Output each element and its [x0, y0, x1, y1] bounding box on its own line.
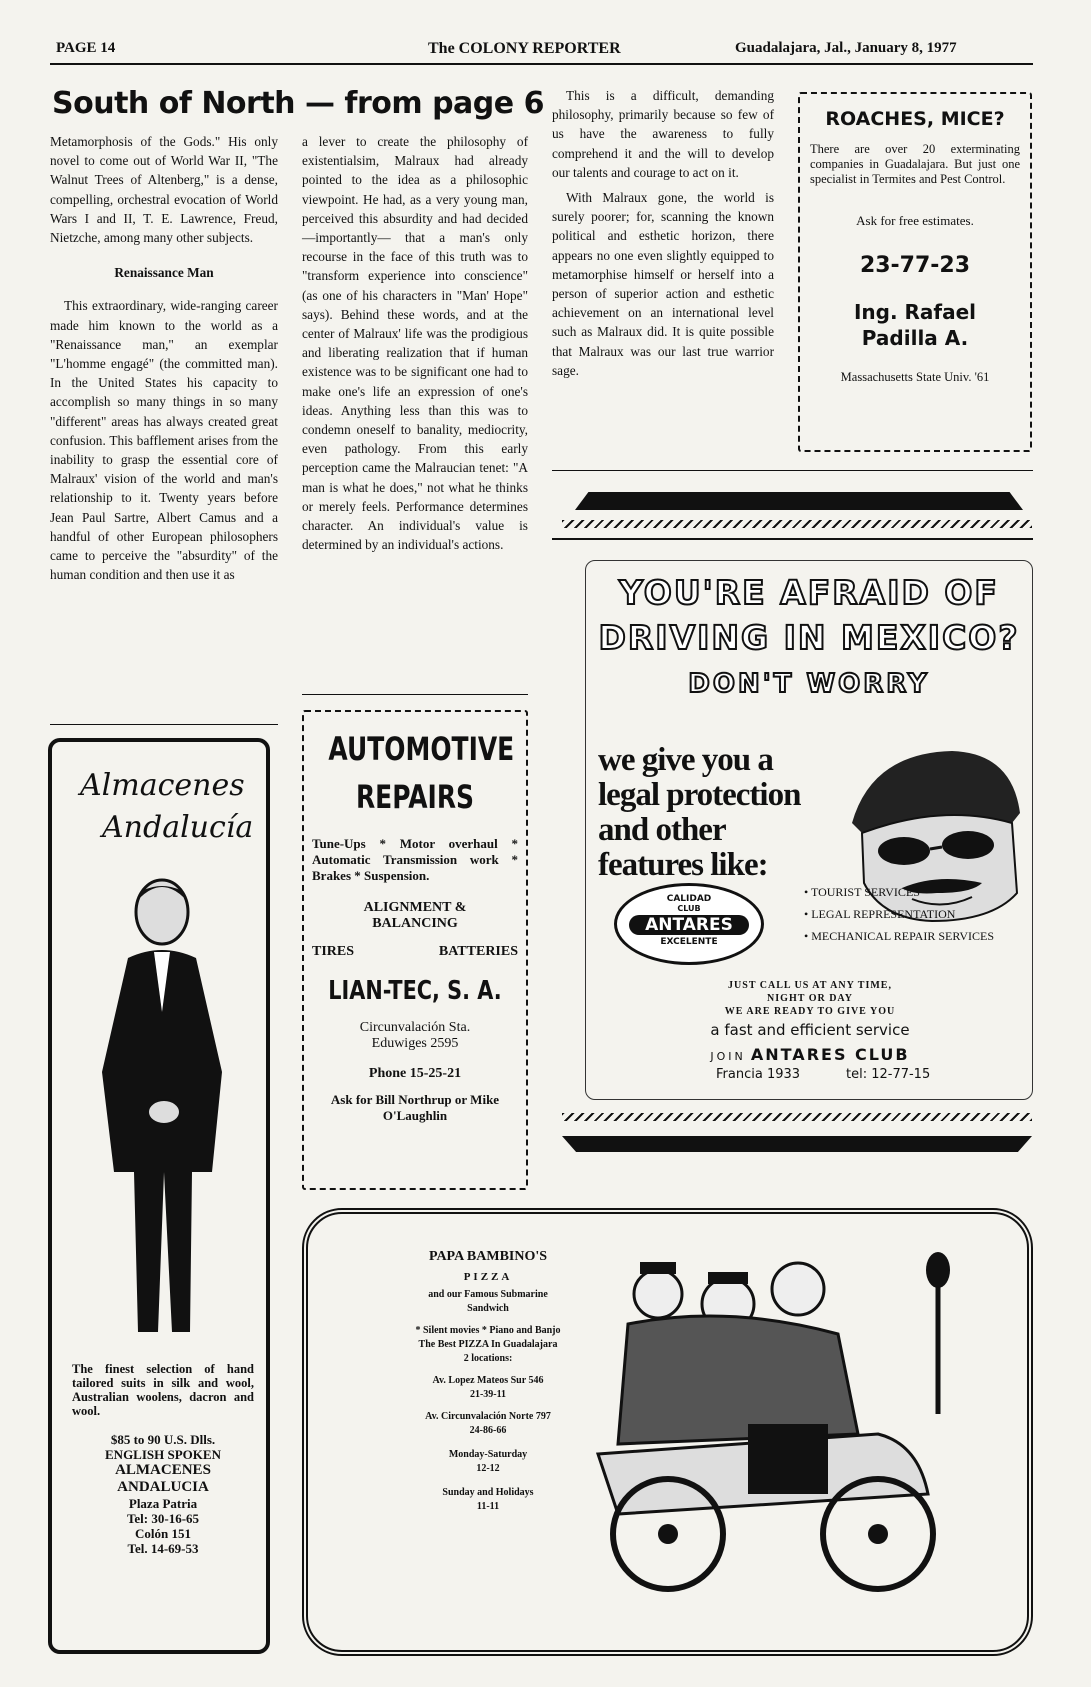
man-in-suit-illustration: [72, 872, 252, 1342]
auto-services: Tune-Ups * Motor overhaul * Automatic Transmission work * Brakes * Suspension.: [312, 836, 518, 883]
antares-join-club: ANTARES CLUB: [750, 1045, 910, 1064]
almacenes-name: ANDALUCIA: [117, 1479, 209, 1495]
papa-hours: 11-11: [476, 1501, 500, 1512]
antares-service: a fast and efficient service: [710, 1021, 910, 1039]
auto-address: Circunvalación Sta.: [359, 1020, 471, 1035]
papa-name: PAPA BAMBINO'S: [428, 1249, 548, 1264]
decorative-band: [562, 1136, 1032, 1152]
antares-feature: • TOURIST SERVICES: [804, 885, 920, 899]
decorative-zigzag: [562, 520, 1032, 528]
antares-features: [804, 881, 1032, 947]
ad-automotive: [302, 710, 528, 1190]
article-subhead: Renaissance Man: [114, 265, 214, 281]
papa-days: Monday-Saturday: [448, 1449, 528, 1460]
antares-call-line: JUST CALL US AT ANY TIME,: [728, 980, 892, 991]
article-paragraph: a lever to create the philosophy of existentialsim, Malraux had already pointed to the idea as a philosophic viewpoint. He had, as a very young man, perceived this absurdity and had decided —importantly— that a man's only recourse in the face of this truth was to "transform experience into conscience" (as one of his characters in "Man' Hope" says). Behind these words, and at the center of Malraux' life was the prodigious and liberating realization that if human existence was to be significant one had to make one's life an expression of one's ideas. Anything less than this was to condemn oneself to banality, mediocrity, even pathology. From this early perception came the Malraucian tenet: "A man is what he does," not what he thinks or merely feels. Performance determines character. An individual's value is determined by an individual's actions.: [302, 134, 528, 553]
almacenes-tel: Tel: 30-16-65: [126, 1511, 200, 1526]
antares-call-line: WE ARE READY TO GIVE YOU: [724, 1006, 896, 1017]
decorative-band: [575, 492, 1023, 510]
antares-call-text: [586, 979, 1034, 1018]
antares-feature: • LEGAL REPRESENTATION: [804, 907, 956, 921]
auto-address: Eduwiges 2595: [371, 1036, 459, 1051]
antares-feature: • MECHANICAL REPAIR SERVICES: [804, 929, 995, 943]
almacenes-location: Plaza Patria: [128, 1496, 198, 1511]
antares-headline-2: DRIVING IN MEXICO?: [598, 618, 1020, 657]
almacenes-logo: Almacenes: [80, 768, 245, 803]
auto-align: ALIGNMENT & BALANCING: [363, 900, 467, 931]
antares-headline-3: DON'T WORRY: [688, 669, 930, 699]
papa-locations: 2 locations:: [463, 1353, 513, 1364]
papa-features: * Silent movies * Piano and Banjo: [415, 1325, 561, 1336]
column-rule: [50, 724, 278, 725]
antares-logo-name: ANTARES: [629, 915, 749, 935]
almacenes-contact: [62, 1432, 264, 1556]
papa-location: Av. Lopez Mateos Sur 546: [432, 1375, 544, 1386]
dateline: Guadalajara, Jal., January 8, 1977: [735, 40, 957, 56]
papa-sub: and our Famous Submarine Sandwich: [428, 1289, 548, 1314]
antares-logo-top: CALIDAD: [666, 894, 712, 904]
article-column-1: [50, 132, 278, 584]
newspaper-name: The COLONY REPORTER: [428, 40, 621, 57]
auto-tires-batteries: [312, 944, 518, 960]
almacenes-price: $85 to 90 U.S. Dlls.: [110, 1432, 216, 1447]
papa-location: Av. Circunvalación Norte 797: [425, 1411, 551, 1422]
papa-hours: 12-12: [476, 1463, 500, 1474]
auto-title: REPAIRS: [355, 778, 475, 816]
almacenes-desc: The finest selection of hand tailored suits in silk and wool, Australian woolens, dacron and wool.: [72, 1362, 254, 1418]
papa-pizza: PIZZA: [463, 1271, 513, 1283]
ad-almacenes: [48, 738, 270, 1654]
divider: [552, 538, 1033, 540]
almacenes-logo: Andalucía: [102, 810, 254, 845]
antares-join: [586, 1045, 1034, 1064]
vintage-car-illustration: [578, 1234, 998, 1624]
header-rule: [50, 63, 1033, 65]
page-number: PAGE 14: [56, 40, 116, 56]
article-column-3: [552, 86, 774, 380]
article-headline: South of North — from page 6: [52, 86, 544, 121]
ad-papa-bambinos: [302, 1208, 1033, 1656]
papa-days: Sunday and Holidays: [442, 1487, 534, 1498]
auto-company: LIAN-TEC, S. A.: [328, 976, 502, 1006]
article-paragraph: Metamorphosis of the Gods." His only novel to come out of World War II, "The Walnut Trees of Altenberg," is a dense, compelling, orchestral evocation of World Wars I and II, T. E. Lawrence, Freud, Nietzche, among many other subjects.: [50, 134, 278, 246]
ad-roaches: [798, 92, 1032, 452]
almacenes-tel: Tel. 14-69-53: [127, 1541, 199, 1556]
article-paragraph: This is a difficult, demanding philosophy, primarily because so few of us have the awareness to fully comprehend it and the will to develop our talents and courage to act on it.: [552, 88, 774, 180]
auto-title: AUTOMOTIVE: [328, 730, 515, 768]
almacenes-location: Colón 151: [135, 1526, 191, 1541]
roaches-name: Ing. Rafael: [853, 300, 977, 324]
ad-antares: [585, 560, 1033, 1100]
antares-logo: [614, 883, 764, 965]
antares-logo-bottom: EXCELENTE: [660, 937, 718, 947]
divider: [552, 470, 1033, 471]
antares-call-line: NIGHT OR DAY: [767, 993, 853, 1004]
auto-batteries: BATTERIES: [438, 944, 518, 959]
antares-join-word: JOIN: [710, 1050, 746, 1063]
antares-headline-1: YOU'RE AFRAID OF: [619, 573, 999, 612]
article-paragraph: This extraordinary, wide-ranging career made him known to the world as a "Renaissance man," an exemplar "L'homme engagé" (the committed man). In the United States his capacity to accomplish so many things in so many "different" areas has always created great confusion. This bafflement arises from the inability to grasp the essential core of Malraux' vision of the world and man's relationship to it. Twenty years before Jean Paul Sartre, Albert Camus and a handful of other European philosophers came to perceive the "absurdity" of the human condition and then use it as: [50, 298, 278, 583]
roaches-school: Massachusetts State Univ. '61: [840, 370, 990, 384]
column-rule: [302, 694, 528, 695]
roaches-estimate: Ask for free estimates.: [856, 213, 974, 228]
antares-logo-club: CLUB: [677, 904, 701, 913]
auto-tires: TIRES: [312, 944, 355, 959]
papa-best: The Best PIZZA In Guadalajara: [418, 1339, 558, 1350]
roaches-phone: 23-77-23: [859, 253, 971, 278]
papa-text: [408, 1250, 568, 1514]
papa-tel: 21-39-11: [469, 1389, 507, 1400]
auto-contact: Ask for Bill Northrup or Mike O'Laughlin: [330, 1092, 500, 1123]
article-column-2: [302, 132, 528, 554]
almacenes-name: ALMACENES: [115, 1462, 211, 1478]
antares-tel: tel: 12-77-15: [846, 1067, 931, 1082]
antares-slogan: we give you a legal protection and other features like:: [598, 742, 801, 883]
decorative-zigzag: [562, 1113, 1032, 1121]
roaches-title: ROACHES, MICE?: [825, 108, 1005, 130]
article-paragraph: With Malraux gone, the world is surely poorer; for, scanning the known political and esthetic horizon, there appears no one even slightly equipped to metamorphise himself or herself into a person of superior action and esthetic achievement on an international level such as Malraux did. It is quite possible that Malraux was our last true warrior sage.: [552, 190, 774, 378]
roaches-name: Padilla A.: [861, 326, 969, 350]
antares-address: Francia 1933: [716, 1067, 801, 1082]
roaches-body: There are over 20 exterminating companies in Guadalajara. But just one specialist in Termites and Pest Control.: [810, 142, 1020, 186]
almacenes-english: ENGLISH SPOKEN: [105, 1447, 221, 1462]
auto-phone: Phone 15-25-21: [368, 1066, 462, 1081]
papa-tel: 24-86-66: [469, 1425, 507, 1436]
